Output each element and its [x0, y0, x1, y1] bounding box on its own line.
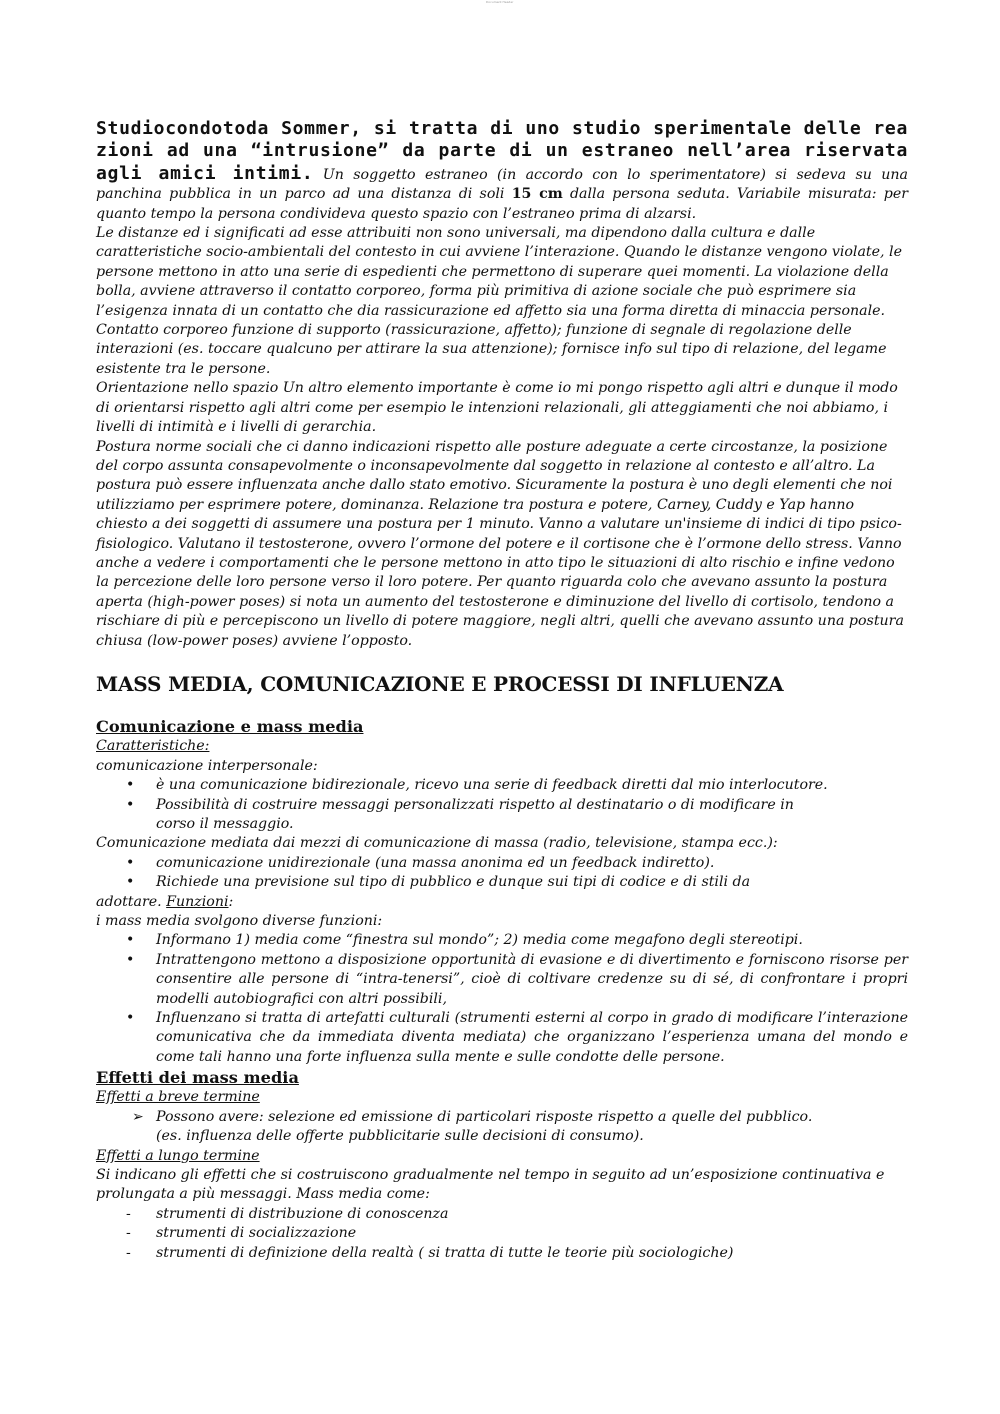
- arrow-bullet-icon: ➢: [132, 1108, 144, 1125]
- intro-text-b: dalla persona seduta. Variabile misurata: per quanto tempo la persona condivideva questo spazio con l’estraneo prima di alzarsi.: [96, 186, 908, 222]
- distances-paragraph: Le distanze ed i significati ad esse attribuiti non sono universali, ma dipendono dalla cultura e dalle caratteristiche socio-ambientali del contesto in cui avviene l’interazione. Quando le distanze vengono violate, le persone mettono in atto una serie di espedienti che permettono di superare quei momenti. La violazione della bolla, avviene attraverso il contatto corporeo, forma più primitiva di azione sociale che può esprimere sia l’esigenza innata di un contatto che dia rassicurazione ed affetto sia una forma diretta di minaccia personale.: [96, 225, 902, 319]
- list-item-text: Richiede una previsione sul tipo di pubblico e dunque sui tipi di codice e di stili da: [156, 874, 751, 891]
- breve-label: Effetti a breve termine: [96, 1089, 260, 1106]
- interpersonale-list: [96, 776, 908, 834]
- list-item: [96, 1244, 908, 1263]
- bullet-icon: •: [126, 951, 135, 968]
- funzioni-label: Funzioni: [166, 893, 229, 910]
- bullet-icon: •: [126, 1010, 135, 1027]
- adottare-text: adottare.: [96, 893, 167, 910]
- list-item-text: Informano 1) media come “finestra sul mondo”; 2) media come megafono degli stereotipi.: [156, 932, 803, 949]
- list-item: [96, 796, 908, 835]
- funzioni-intro: i mass media svolgono diverse funzioni:: [96, 913, 383, 930]
- list-item-text: comunicazione unidirezionale (una massa anonima ed un feedback indiretto).: [156, 854, 715, 871]
- intro-bold-distance: 15 cm: [511, 186, 563, 203]
- bullet-icon: •: [126, 874, 135, 891]
- list-item: [96, 1205, 908, 1224]
- list-item: [96, 854, 908, 873]
- section-title: MASS MEDIA, COMUNICAZIONE E PROCESSI DI INFLUENZA: [96, 671, 784, 696]
- mediata-label: Comunicazione mediata dai mezzi di comunicazione di massa (radio, televisione, stampa ecc.):: [96, 835, 778, 852]
- list-item: [96, 951, 908, 1009]
- intro-paragraph: [96, 118, 908, 224]
- header-mark: Document Header: [486, 0, 514, 4]
- garbled-text-line: Studiocondotoda Sommer, si tratta di uno studio sperimentale delle reazioni ad una “intrusione” da parte di un estraneo nell’area riservata agli amici intimi.: [96, 118, 908, 184]
- funzioni-list: [96, 931, 908, 1067]
- list-item: [96, 1009, 908, 1067]
- orientazione-paragraph: Orientazione nello spazio Un altro elemento importante è come io mi pongo rispetto agli altri e dunque il modo di orientarsi rispetto agli altri come per esempio le intenzioni relazionali, gli atteggiamenti che noi abbiamo, i livelli di intimità e i livelli di gerarchia.: [96, 380, 898, 436]
- document-page: [96, 118, 908, 1263]
- list-item: [96, 873, 908, 892]
- list-item: [96, 931, 908, 950]
- list-item-text: strumenti di distribuzione di conoscenza: [156, 1205, 449, 1222]
- list-item-text: strumenti di socializzazione: [156, 1225, 357, 1242]
- bullet-icon: •: [126, 796, 135, 813]
- list-item-text: Possibilità di costruire messaggi personalizzati rispetto al destinatario o di modificare in corso il messaggio.: [156, 796, 794, 832]
- mediata-list: [96, 854, 908, 893]
- list-item-text: Influenzano si tratta di artefatti culturali (strumenti esterni al corpo in grado di modificare l’interazione comunicativa che da immediata diventa mediata) che organizzano l’esperienza umana del mondo e come tali hanno una forte influenza sulla mente e sulle condotte delle persone.: [156, 1010, 908, 1065]
- postura-paragraph: Postura norme sociali che ci danno indicazioni rispetto alle posture adeguate a certe circostanze, la posizione del corpo assunta consapevolmente o inconsapevolmente dal soggetto in relazione al contesto e all’altro. La postura può essere influenzata anche dallo stato emotivo. Sicuramente la postura è uno degli elementi che noi utilizziamo per esprimere potere, dominanza. Relazione tra postura e potere, Carney, Cuddy e Yap hanno chiesto a dei soggetti di assumere una postura per 1 minuto. Vanno a valutare un'insieme di indici di tipo psico-fisiologico. Valutano il testosterone, ovvero l’ormone del potere e il cortisone che è l’ormone dello stress. Vanno anche a vedere i comportamenti che le persone mettono in atto tipo le situazioni di alto rischio e infine vedono la percezione delle loro persone verso il loro potere. Per quanto riguarda colo che avevano assunto la postura aperta (high-power poses) si nota un aumento del testosterone e diminuzione del livello di cortisolo, tendono a rischiare di più e percepiscono un livello di potere maggiore, negli altri, quelli che avevano assunto una postura chiusa (low-power poses) avviene l’opposto.: [96, 438, 904, 649]
- interpersonale-label: comunicazione interpersonale:: [96, 757, 318, 774]
- contatto-paragraph: Contatto corporeo funzione di supporto (rassicurazione, affetto); funzione di segnale di regolazione delle interazioni (es. toccare qualcuno per attirare la sua attenzione); fornisce info sul tipo di relazione, del legame esistente tra le persone.: [96, 322, 887, 377]
- list-item-text: Intrattengono mettono a disposizione opportunità di evasione e di divertimento e forniscono risorse per consentire alle persone di “intra-tenersi”, cioè di coltivare credenze su di sé, di confrontare i propri modelli autobiografici con altri possibili,: [156, 951, 908, 1007]
- bullet-icon: •: [126, 932, 135, 949]
- list-item: [96, 776, 908, 795]
- funzioni-line: [96, 893, 908, 912]
- dash-bullet-icon: -: [126, 1205, 131, 1222]
- list-item-text: Possono avere: selezione ed emissione di particolari risposte rispetto a quelle del pubblico. (es. influenza delle offerte pubblicitarie sulle decisioni di consumo).: [156, 1108, 813, 1145]
- subheading-effetti: Effetti dei mass media: [96, 1068, 299, 1088]
- lungo-label: Effetti a lungo termine: [96, 1147, 260, 1164]
- subheading-comunicazione: Comunicazione e mass media: [96, 717, 364, 737]
- breve-list: [96, 1108, 908, 1147]
- bullet-icon: •: [126, 777, 135, 794]
- list-item-text: è una comunicazione bidirezionale, ricevo una serie di feedback diretti dal mio interlocutore.: [156, 777, 828, 794]
- funzioni-colon: :: [228, 893, 234, 910]
- bullet-icon: •: [126, 854, 135, 871]
- intro-text-a: Un soggetto estraneo (in accordo con lo sperimentatore) si sedeva su una panchina pubblica in un parco ad una distanza di soli: [96, 166, 908, 203]
- dash-bullet-icon: -: [126, 1244, 131, 1261]
- lungo-list: [96, 1205, 908, 1263]
- lungo-text: Si indicano gli effetti che si costruiscono gradualmente nel tempo in seguito ad un’esposizione continuativa e prolungata a più messaggi. Mass media come:: [96, 1166, 885, 1203]
- caratteristiche-label: Caratteristiche:: [96, 738, 210, 755]
- list-item: [96, 1224, 908, 1243]
- dash-bullet-icon: -: [126, 1225, 131, 1242]
- list-item-text: strumenti di definizione della realtà ( si tratta di tutte le teorie più sociologiche): [156, 1244, 734, 1261]
- list-item: [96, 1108, 908, 1147]
